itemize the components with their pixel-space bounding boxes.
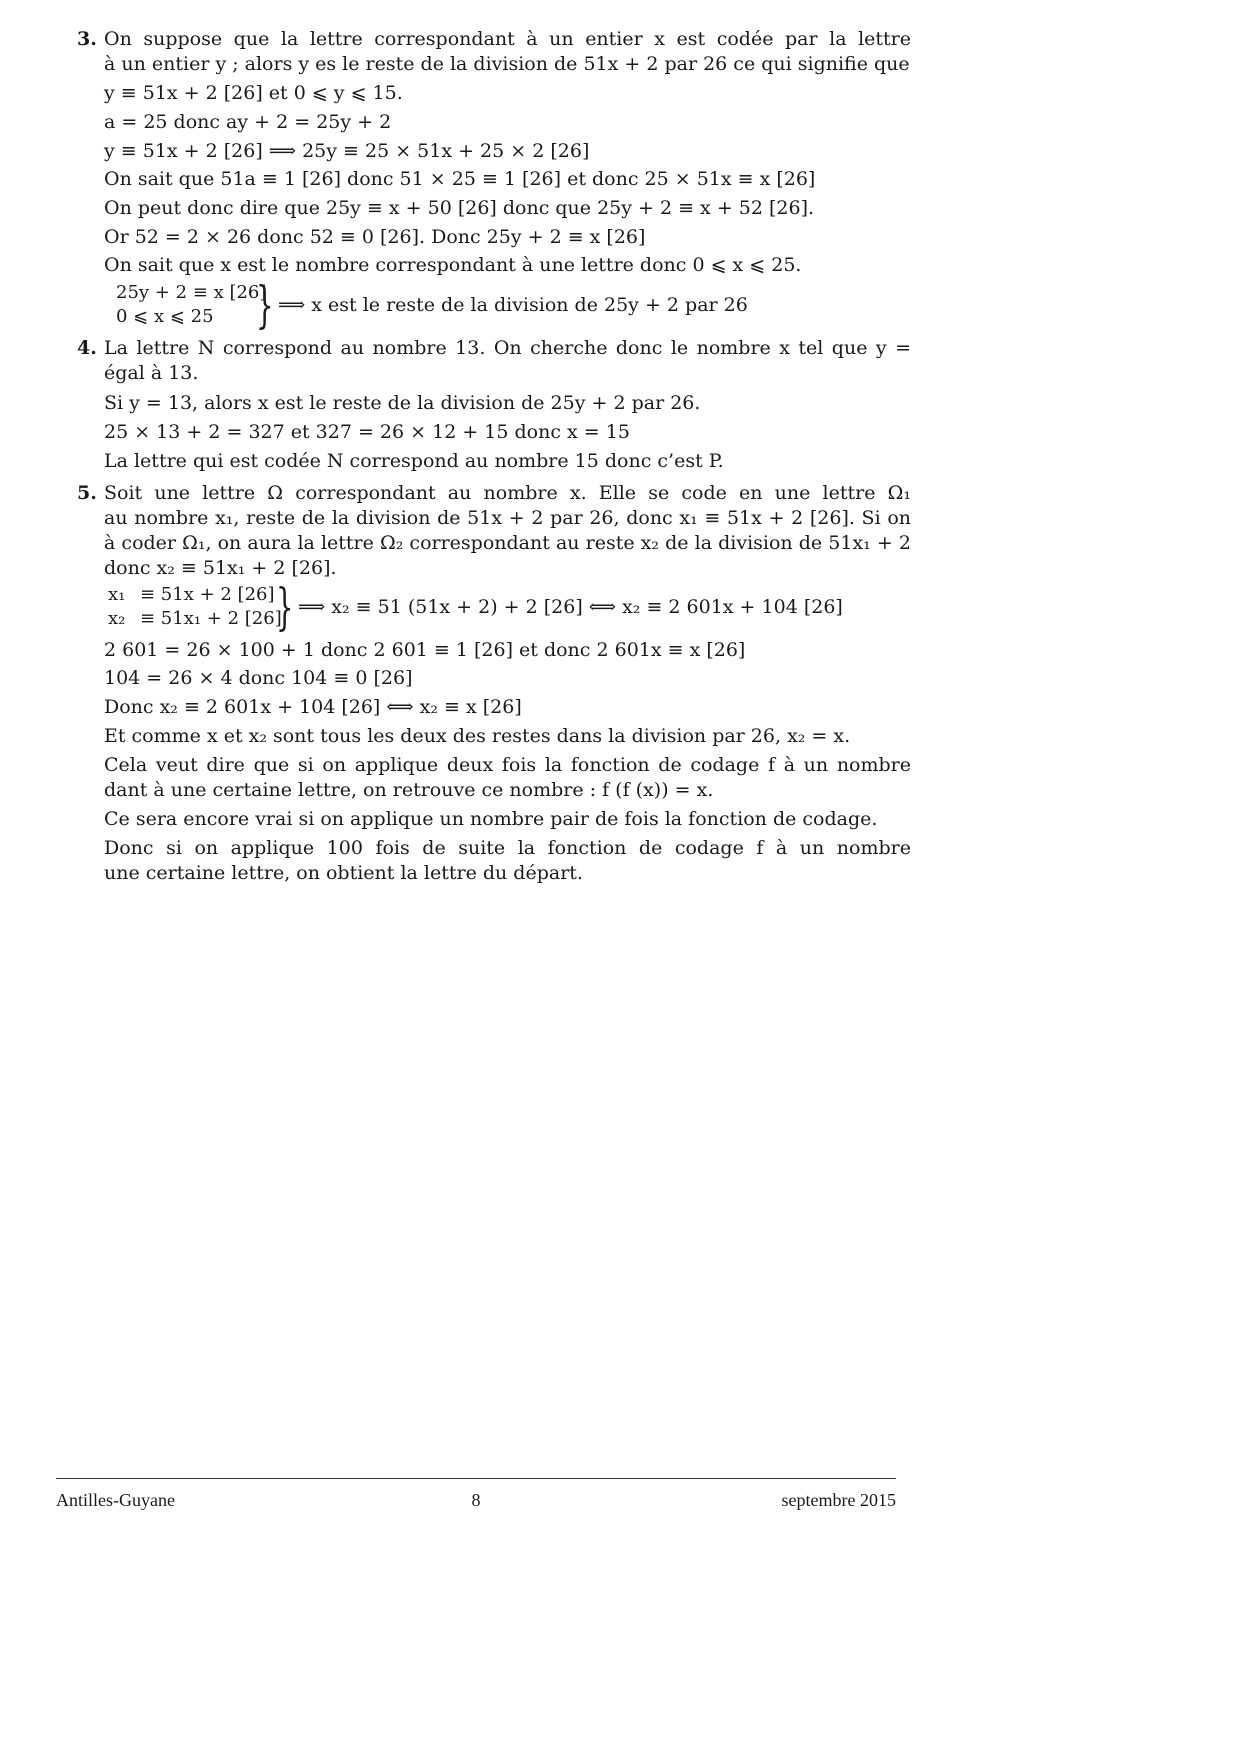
item-4-line-1: La lettre N correspond au nombre 13. On cherche donc le nombre x tel que y = bbox=[104, 337, 911, 359]
item-3-system-row-2: 0 ⩽ x ⩽ 25 bbox=[116, 306, 214, 327]
item-3-line-6: On sait que 51a ≡ 1 [26] donc 51 × 25 ≡ 1 [26] et donc 25 × 51x ≡ x [26] bbox=[104, 168, 816, 190]
item-5-after-line-1: 2 601 = 26 × 100 + 1 donc 2 601 ≡ 1 [26] et donc 2 601x ≡ x [26] bbox=[104, 639, 746, 661]
item-3-line-1: On suppose que la lettre correspondant à un entier x est codée par la lettre bbox=[104, 28, 911, 50]
right-brace-icon: } bbox=[256, 276, 274, 334]
item-3-number: 3. bbox=[77, 28, 97, 50]
item-4-number: 4. bbox=[77, 337, 97, 359]
item-5-after-line-8: Donc si on applique 100 fois de suite la fonction de codage f à un nombre bbox=[104, 837, 911, 859]
footer-divider bbox=[56, 1478, 896, 1479]
item-5-line-4: donc x₂ ≡ 51x₁ + 2 [26]. bbox=[104, 557, 337, 579]
item-5-system-row-1-right: ≡ 51x + 2 [26] bbox=[140, 584, 275, 605]
item-5-system-conclusion: ⟹ x₂ ≡ 51 (51x + 2) + 2 [26] ⟺ x₂ ≡ 2 601x + 104 [26] bbox=[298, 596, 843, 618]
item-5-system-row-2-right: ≡ 51x₁ + 2 [26] bbox=[140, 608, 282, 629]
item-5-after-line-3: Donc x₂ ≡ 2 601x + 104 [26] ⟺ x₂ ≡ x [26] bbox=[104, 696, 522, 718]
item-3-line-2: à un entier y ; alors y es le reste de la division de 51x + 2 par 26 ce qui signifie que bbox=[104, 53, 910, 75]
item-5-after-line-7: Ce sera encore vrai si on applique un nombre pair de fois la fonction de codage. bbox=[104, 808, 878, 830]
item-3-system-conclusion: ⟹ x est le reste de la division de 25y + 2 par 26 bbox=[278, 294, 748, 316]
footer-page-number: 8 bbox=[471, 1490, 481, 1510]
item-5-line-3: à coder Ω₁, on aura la lettre Ω₂ correspondant au reste x₂ de la division de 51x₁ + 2 bbox=[104, 532, 911, 554]
item-5-after-line-9: une certaine lettre, on obtient la lettre du départ. bbox=[104, 862, 583, 884]
item-5-after-line-4: Et comme x et x₂ sont tous les deux des restes dans la division par 26, x₂ = x. bbox=[104, 725, 851, 747]
item-5-line-2: au nombre x₁, reste de la division de 51x + 2 par 26, donc x₁ ≡ 51x + 2 [26]. Si on bbox=[104, 507, 911, 529]
right-brace-icon: } bbox=[276, 578, 294, 636]
footer-right: septembre 2015 bbox=[781, 1490, 896, 1510]
item-3-system-row-1: 25y + 2 ≡ x [26] bbox=[116, 282, 267, 303]
item-5-after-line-5: Cela veut dire que si on applique deux fois la fonction de codage f à un nombre bbox=[104, 754, 911, 776]
item-5-after-line-2: 104 = 26 × 4 donc 104 ≡ 0 [26] bbox=[104, 667, 413, 689]
item-4-line-3: Si y = 13, alors x est le reste de la division de 25y + 2 par 26. bbox=[104, 392, 701, 414]
item-5-system-row-1-left: x₁ bbox=[108, 584, 126, 605]
item-5-after-line-6: dant à une certaine lettre, on retrouve ce nombre : f (f (x)) = x. bbox=[104, 779, 714, 801]
item-3-line-9: On sait que x est le nombre correspondant à une lettre donc 0 ⩽ x ⩽ 25. bbox=[104, 254, 802, 276]
item-5-system-row-2-left: x₂ bbox=[108, 608, 126, 629]
item-3-line-4: a = 25 donc ay + 2 = 25y + 2 bbox=[104, 111, 392, 133]
item-5-line-1: Soit une lettre Ω correspondant au nombre x. Elle se code en une lettre Ω₁ bbox=[104, 482, 911, 504]
footer-left: Antilles-Guyane bbox=[56, 1490, 175, 1510]
item-5-number: 5. bbox=[77, 482, 97, 504]
item-3-line-5: y ≡ 51x + 2 [26] ⟹ 25y ≡ 25 × 51x + 25 × 2 [26] bbox=[104, 140, 590, 162]
item-4-line-4: 25 × 13 + 2 = 327 et 327 = 26 × 12 + 15 donc x = 15 bbox=[104, 421, 630, 443]
item-3-line-7: On peut donc dire que 25y ≡ x + 50 [26] donc que 25y + 2 ≡ x + 52 [26]. bbox=[104, 197, 815, 219]
item-3-line-8: Or 52 = 2 × 26 donc 52 ≡ 0 [26]. Donc 25y + 2 ≡ x [26] bbox=[104, 226, 646, 248]
item-3-line-3: y ≡ 51x + 2 [26] et 0 ⩽ y ⩽ 15. bbox=[104, 82, 403, 104]
item-4-line-5: La lettre qui est codée N correspond au nombre 15 donc c’est P. bbox=[104, 450, 724, 472]
item-4-line-2: égal à 13. bbox=[104, 362, 199, 384]
